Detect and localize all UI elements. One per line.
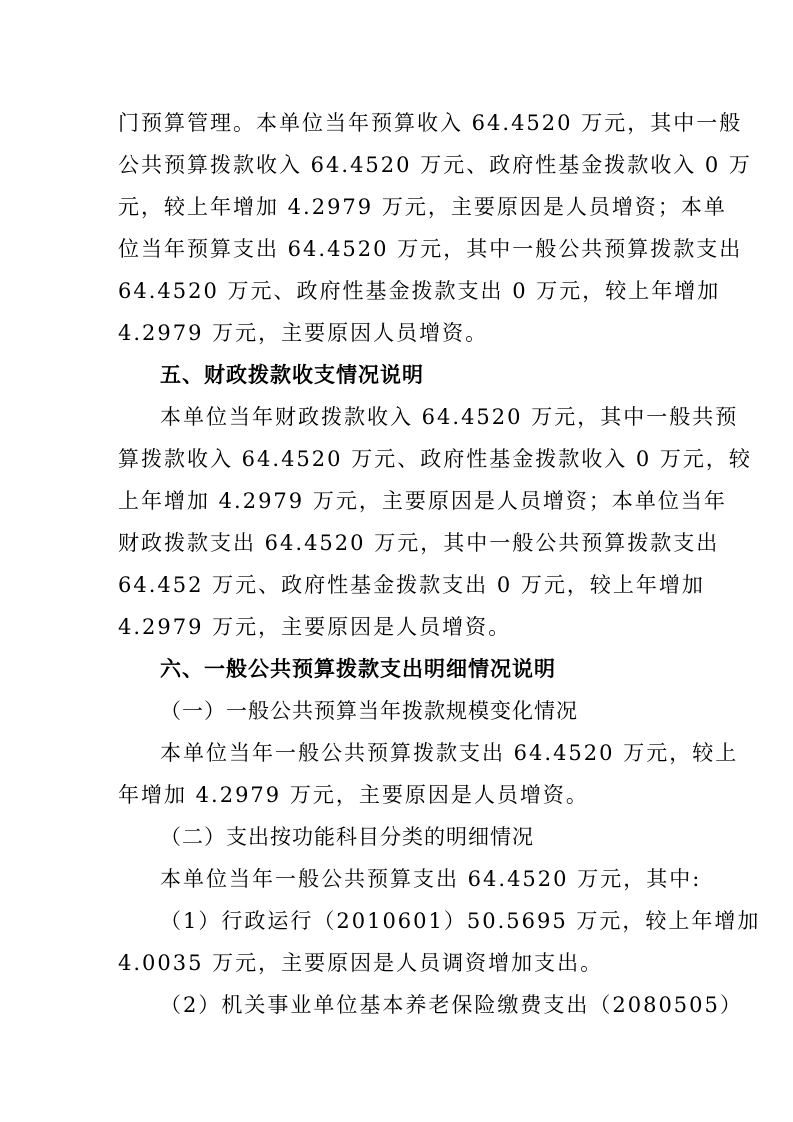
paragraph-line: 64.452 万元、政府性基金拨款支出 0 万元，较上年增加 — [118, 573, 705, 597]
paragraph-line: 年增加 4.2979 万元，主要原因是人员增资。 — [118, 783, 589, 807]
section-heading-5: 五、财政拨款收支情况说明 — [160, 363, 424, 387]
paragraph-line: 上年增加 4.2979 万元，主要原因是人员增资；本单位当年 — [118, 489, 727, 513]
subsection-heading-1: （一）一般公共预算当年拨款规模变化情况 — [160, 699, 578, 723]
paragraph-line: 4.2979 万元，主要原因是人员增资。 — [118, 615, 512, 639]
paragraph-line: 公共预算拨款收入 64.4520 万元、政府性基金拨款收入 0 万 — [118, 153, 752, 177]
paragraph-line: 位当年预算支出 64.4520 万元，其中一般公共预算拨款支出 — [118, 237, 743, 261]
paragraph-line: 门预算管理。本单位当年预算收入 64.4520 万元，其中一般 — [118, 111, 743, 135]
paragraph-line: 4.0035 万元，主要原因是人员调资增加支出。 — [118, 951, 604, 975]
paragraph-line: 本单位当年财政拨款收入 64.4520 万元，其中一般共预 — [160, 405, 739, 429]
paragraph-line: 本单位当年一般公共预算支出 64.4520 万元，其中: — [160, 867, 702, 891]
subsection-heading-2: （二）支出按功能科目分类的明细情况 — [160, 825, 534, 849]
paragraph-line: 本单位当年一般公共预算拨款支出 64.4520 万元，较上 — [160, 741, 739, 765]
paragraph-line: 64.4520 万元、政府性基金拨款支出 0 万元，较上年增加 — [118, 279, 721, 303]
paragraph-line: 财政拨款支出 64.4520 万元，其中一般公共预算拨款支出 — [118, 531, 720, 555]
section-heading-6: 六、一般公共预算拨款支出明细情况说明 — [160, 657, 556, 681]
paragraph-line: 4.2979 万元，主要原因人员增资。 — [118, 321, 489, 345]
paragraph-line: 元，较上年增加 4.2979 万元，主要原因是人员增资；本单 — [118, 195, 727, 219]
list-item-line: （2）机关事业单位基本养老保险缴费支出（2080505） — [160, 993, 743, 1017]
list-item-line: （1）行政运行（2010601）50.5695 万元，较上年增加 — [160, 909, 761, 933]
paragraph-line: 算拨款收入 64.4520 万元、政府性基金拨款收入 0 万元，较 — [118, 447, 752, 471]
